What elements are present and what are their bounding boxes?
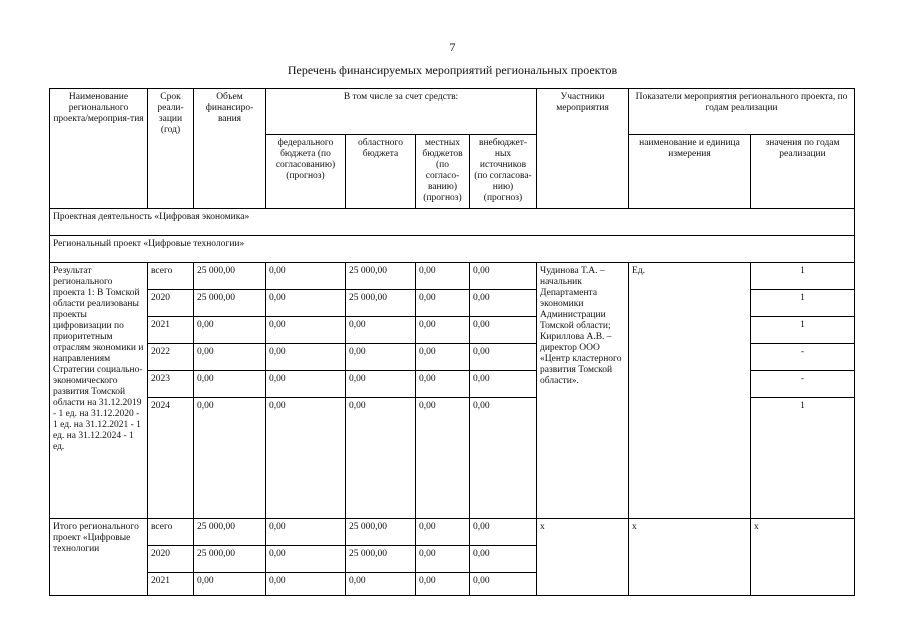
federal-cell: 0,00 [266,573,346,596]
federal-cell: 0,00 [266,546,346,573]
indicator-name-cell: Ед. [629,263,751,519]
year-cell: всего [148,519,194,546]
regional-cell: 25 000,00 [346,263,416,290]
volume-cell: 25 000,00 [194,290,266,317]
total-indicator-values-cell: х [751,519,855,596]
participants-cell: Чудинова Т.А. – начальник Департамента экономики Администрации Томской области; Кириллова А.В. – директор ООО «Центр кластерного развития Томской области». [537,263,629,519]
volume-cell: 25 000,00 [194,263,266,290]
section-project-activity: Проектная деятельность «Цифровая экономика» [50,209,855,236]
extra-cell: 0,00 [470,371,537,398]
year-cell: 2020 [148,290,194,317]
federal-cell: 0,00 [266,344,346,371]
projects-table [49,88,855,596]
document-title: Перечень финансируемых мероприятий региональных проектов [287,63,618,77]
volume-cell: 0,00 [194,344,266,371]
year-cell: 2024 [148,398,194,519]
local-cell: 0,00 [416,290,470,317]
indicator-value-cell: 1 [751,398,855,519]
indicator-value-cell: 1 [751,263,855,290]
header-volume: Объем финансиро-вания [194,89,266,209]
header-federal: федерального бюджета (по согласованию) (прогноз) [266,135,346,209]
header-indicator-values: значения по годам реализации [751,135,855,209]
extra-cell: 0,00 [470,546,537,573]
regional-cell: 0,00 [346,371,416,398]
regional-cell: 25 000,00 [346,290,416,317]
federal-cell: 0,00 [266,290,346,317]
local-cell: 0,00 [416,573,470,596]
extra-cell: 0,00 [470,519,537,546]
indicator-value-cell: 1 [751,317,855,344]
total-indicator-name-cell: х [629,519,751,596]
federal-cell: 0,00 [266,398,346,519]
section-regional-project: Региональный проект «Цифровые технологии» [50,236,855,263]
header-local: местных бюджетов (по согласо-ванию) (прогноз) [416,135,470,209]
regional-cell: 0,00 [346,317,416,344]
header-indicators: Показатели мероприятия регионального проекта, по годам реализации [629,89,855,135]
table-row [50,519,855,546]
header-extra: внебюджет-ных источников (по согласова-нию) (прогноз) [470,135,537,209]
local-cell: 0,00 [416,344,470,371]
header-indicator-name: наименование и единица измерения [629,135,751,209]
volume-cell: 0,00 [194,317,266,344]
extra-cell: 0,00 [470,317,537,344]
regional-cell: 0,00 [346,573,416,596]
year-cell: 2022 [148,344,194,371]
year-cell: 2020 [148,546,194,573]
header-regional: областного бюджета [346,135,416,209]
local-cell: 0,00 [416,398,470,519]
extra-cell: 0,00 [470,344,537,371]
volume-cell: 0,00 [194,398,266,519]
total-name: Итого регионального проект «Цифровые технологии [50,519,148,596]
result-name: Результат регионального проекта 1: В Томской области реализованы проекты цифровизации по приоритетным отраслям экономики и направлениям Стратегии социально-экономического развития Томской области на 31.12.2019 - 1 ед. на 31.12.2020 - 1 ед. на 31.12.2021 - 1 ед. на 31.12.2024 - 1 ед. [50,263,148,519]
table-row [50,263,855,290]
page-number: 7 [449,40,456,54]
indicator-value-cell: - [751,371,855,398]
year-cell: 2021 [148,573,194,596]
regional-cell: 0,00 [346,398,416,519]
federal-cell: 0,00 [266,263,346,290]
volume-cell: 25 000,00 [194,519,266,546]
indicator-value-cell: 1 [751,290,855,317]
total-participants-cell: х [537,519,629,596]
extra-cell: 0,00 [470,573,537,596]
extra-cell: 0,00 [470,398,537,519]
volume-cell: 0,00 [194,573,266,596]
header-name: Наименование регионального проекта/мероприя-тия [50,89,148,209]
extra-cell: 0,00 [470,263,537,290]
volume-cell: 0,00 [194,371,266,398]
federal-cell: 0,00 [266,519,346,546]
regional-cell: 0,00 [346,344,416,371]
local-cell: 0,00 [416,371,470,398]
header-participants: Участники мероприятия [537,89,629,209]
local-cell: 0,00 [416,546,470,573]
header-including: В том числе за счет средств: [266,89,537,135]
regional-cell: 25 000,00 [346,519,416,546]
year-cell: 2021 [148,317,194,344]
year-cell: 2023 [148,371,194,398]
volume-cell: 25 000,00 [194,546,266,573]
local-cell: 0,00 [416,519,470,546]
local-cell: 0,00 [416,317,470,344]
indicator-value-cell: - [751,344,855,371]
year-cell: всего [148,263,194,290]
federal-cell: 0,00 [266,371,346,398]
local-cell: 0,00 [416,263,470,290]
federal-cell: 0,00 [266,317,346,344]
header-term: Срок реали-зации (год) [148,89,194,209]
regional-cell: 25 000,00 [346,546,416,573]
extra-cell: 0,00 [470,290,537,317]
